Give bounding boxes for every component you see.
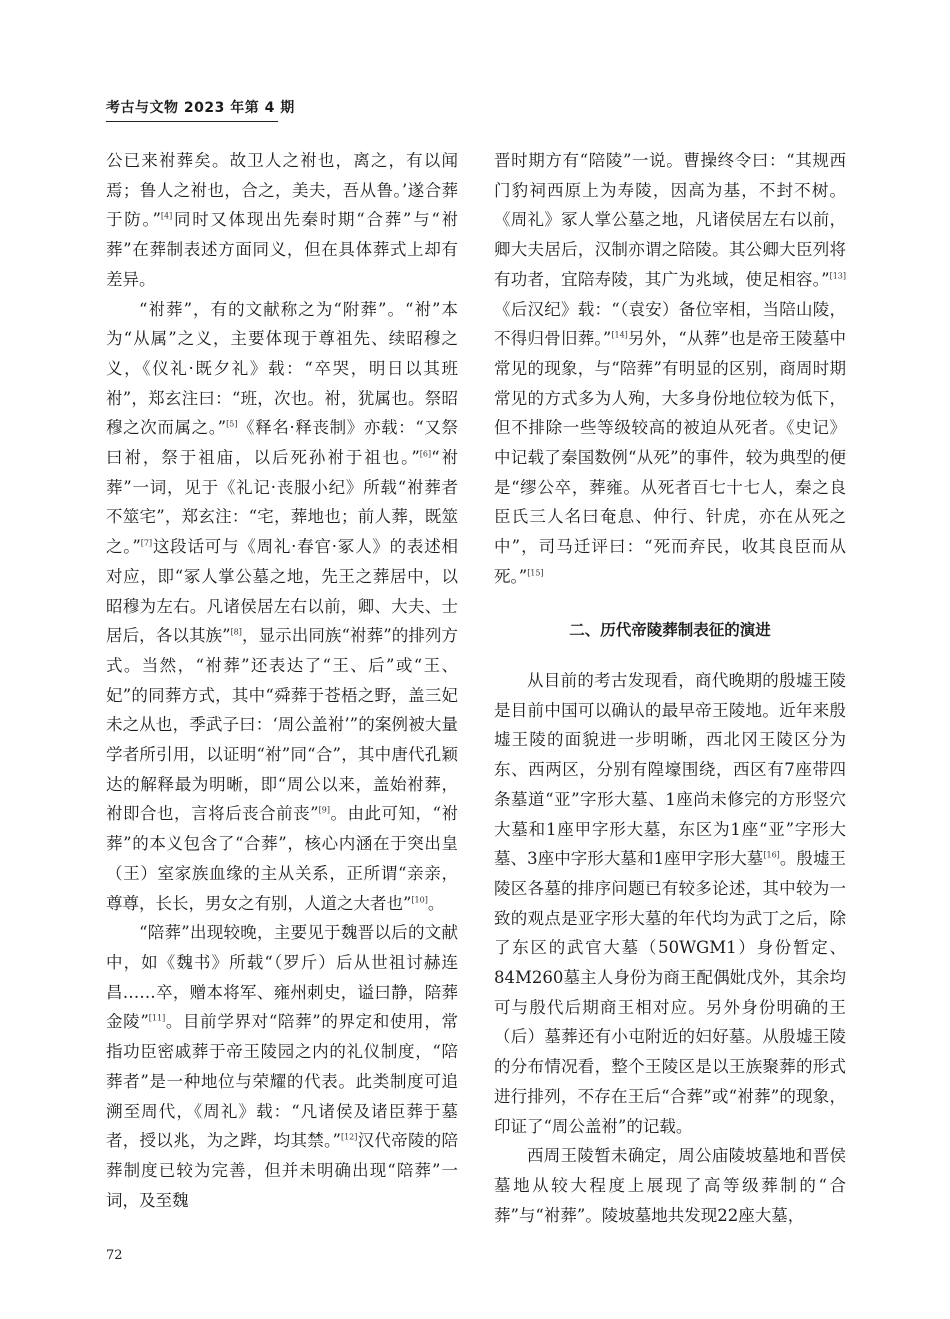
citation-ref: [13] — [829, 271, 846, 281]
text-run: 《释名·释丧制》亦载：“又祭曰祔，祭于祖庙，以后死孙祔于祖也。” — [106, 418, 459, 468]
citation-ref: [4] — [160, 211, 173, 221]
left-column — [106, 146, 458, 1215]
section-heading: 二、历代帝陵葬制表征的演进 — [569, 621, 771, 639]
text-run: 这段话可与《周礼·春官·冢人》的表述相对应，即“冢人掌公墓之地，先王之葬居中，以昭穆为左右。凡诸侯居左右以前，卿、大夫、士居后，各以其族” — [106, 537, 458, 646]
right-column-bottom — [494, 666, 846, 1230]
text-run: “陪葬”出现较晚，主要见于魏晋以后的文献中，如《魏书》所载“（罗斤）后从世祖讨赫连昌……卒，赠本将军、雍州刺史，谥曰静，陪葬金陵” — [106, 923, 458, 1032]
page-number: 72 — [106, 1248, 123, 1263]
citation-ref: [9] — [318, 805, 330, 815]
text-run: 公已来祔葬矣。故卫人之祔也，离之，有以闻焉；鲁人之祔也，合之，美夫，吾从鲁。’遂合葬于防。” — [106, 151, 458, 230]
header-rule — [106, 121, 278, 122]
text-run: 。 — [427, 893, 445, 913]
paragraph — [106, 295, 458, 919]
citation-ref: [12] — [340, 1132, 358, 1142]
paragraph — [494, 1141, 846, 1230]
citation-ref: [14] — [611, 330, 628, 340]
citation-ref: [6] — [419, 449, 432, 459]
text-run: 从目前的考古发现看，商代晚期的殷墟王陵是目前中国可以确认的最早帝王陵地。近年来殷墟王陵的面貌进一步明晰，西北冈王陵区分为东、西两区，分别有隍壕围绕，西区有7座带四条墓道“亚”字形大墓、1座尚未修完的方形竖穴大墓和1座甲字形大墓，东区为1座“亚”字形大墓、3座中字形大墓和1座甲字形大墓 — [494, 671, 846, 869]
paragraph — [494, 146, 846, 592]
citation-ref: [7] — [140, 538, 153, 548]
text-run: ，显示出同族“祔葬”的排列方式。当然，“祔葬”还表达了“王、后”或“王、妃”的同葬方式，其中“舜葬于苍梧之野，盖三妃未之从也，季武子曰：‘周公盖祔’”的案例被大量学者所引用，以证明“祔”同“合”，其中唐代孔颖达的解释最为明晰，即“周公以来，盖始祔葬，祔即合也，言将后丧合前丧” — [106, 626, 459, 824]
text-run: 同时又体现出先秦时期“合葬”与“祔葬”在葬制表述方面同义，但在具体葬式上却有差异。 — [106, 210, 458, 289]
journal-header: 考古与文物 2023 年第 4 期 — [106, 100, 295, 116]
text-run: 另外，“从葬”也是帝王陵墓中常见的现象，与“陪葬”有明显的区别，商周时期常见的方式多为人殉，大多身份地位较为低下，但不排除一些等级较高的被迫从死者。《史记》中记载了秦国数例“从死”的事件，较为典型的便是“缪公卒，葬雍。从死者百七十七人，秦之良臣氏三人名曰奄息、仲行、针虎，亦在从死之中”，司马迁评曰：“死而弃民，收其良臣而从死。” — [494, 329, 846, 586]
text-run: 汉代帝陵的陪葬制度已较为完善，但并未明确出现“陪葬”一词，及至魏 — [106, 1131, 459, 1210]
citation-ref: [11] — [148, 1013, 166, 1023]
paragraph — [106, 146, 458, 295]
paragraph — [106, 918, 458, 1215]
text-run: “祔葬”一词，见于《礼记·丧服小纪》所载“祔葬者不筮宅”，郑玄注：“宅，葬地也；前人葬，既筮之。” — [106, 448, 459, 557]
text-run: 。由此可知，“祔葬”的本义包含了“合葬”，核心内涵在于突出皇（王）室家族血缘的主从关系，正所谓“亲亲，尊尊，长长，男女之有别，人道之大者也” — [106, 804, 459, 913]
text-run: “祔葬”，有的文献称之为“附葬”。“祔”本为“从属”之义，主要体现于尊祖先、续昭穆之义，《仪礼·既夕礼》载：“卒哭，明日以其班祔”，郑玄注曰：“班，次也。祔，犹属也。祭昭穆之次而属之。” — [106, 299, 458, 438]
citation-ref: [10] — [411, 895, 428, 905]
citation-ref: [16] — [763, 850, 780, 860]
text-run: 晋时期方有“陪陵”一说。曹操终令曰：“其规西门豹祠西原上为寿陵，因高为基，不封不树。《周礼》冢人掌公墓之地，凡诸侯居左右以前，卿大夫居后，汉制亦谓之陪陵。其公卿大臣列将有功者，宜陪寿陵，其广为兆域，使足相容。” — [494, 151, 846, 289]
citation-ref: [8] — [230, 627, 242, 637]
right-column-top — [494, 146, 846, 592]
paragraph — [494, 666, 846, 1141]
text-run: 《后汉纪》载：“（袁安）备位宰相，当陪山陵，不得归骨旧葬。” — [494, 299, 846, 349]
text-run: 。殷墟王陵区各墓的排序问题已有较多论述，其中较为一致的观点是亚字形大墓的年代均为武丁之后，除了东区的武官大墓（50WGM1）身份暂定、84M260墓主人身份为商王配偶妣戊外，其余均可与殷代后期商王相对应。另外身份明确的王（后）墓葬还有小屯附近的妇好墓。从殷墟王陵的分布情况看，整个王陵区是以王族聚葬的形式进行排列，不存在王后“合葬”或“祔葬”的现象，印证了“周公盖祔”的记载。 — [494, 849, 847, 1136]
citation-ref: [15] — [527, 568, 544, 578]
citation-ref: [5] — [226, 419, 238, 429]
text-run: 。目前学界对“陪葬”的界定和使用，常指功臣密戚葬于帝王陵园之内的礼仪制度，“陪葬者”是一种地位与荣耀的代表。此类制度可追溯至周代，《周礼》载：“凡诸侯及诸臣葬于墓者，授以兆，为之跸，均其禁。” — [106, 1012, 458, 1151]
text-run: 西周王陵暂未确定，周公庙陵坡墓地和晋侯墓地从较大程度上展现了高等级葬制的“合葬”与“祔葬”。陵坡墓地共发现22座大墓， — [494, 1146, 846, 1225]
